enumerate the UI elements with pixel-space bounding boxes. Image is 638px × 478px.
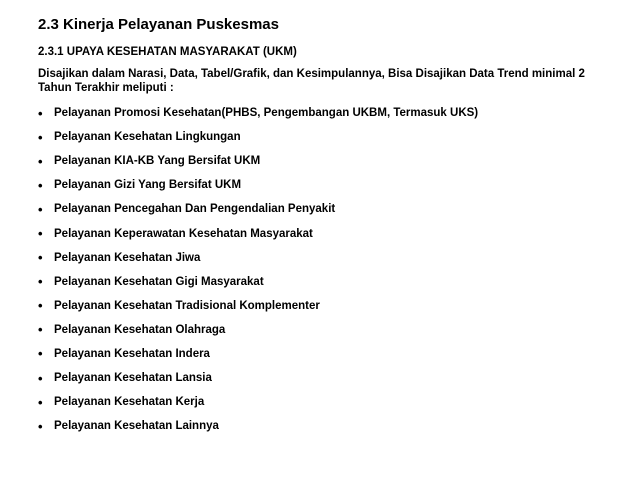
bullet-text: Pelayanan Keperawatan Kesehatan Masyarakat <box>54 227 313 240</box>
bullet-item <box>38 390 613 414</box>
bullet-text: Pelayanan Promosi Kesehatan(PHBS, Pengembangan UKBM, Termasuk UKS) <box>54 107 479 120</box>
bullet-list <box>38 101 613 438</box>
bullet-item <box>38 125 613 149</box>
bullet-dot-icon: • <box>38 394 43 410</box>
bullet-item <box>38 342 613 366</box>
bullet-item <box>38 366 613 390</box>
section-subtitle: 2.3.1 UPAYA KESEHATAN MASYARAKAT (UKM) <box>38 46 297 58</box>
bullet-dot-icon: • <box>38 226 43 242</box>
bullet-item <box>38 270 613 294</box>
bullet-text: Pelayanan Kesehatan Lansia <box>54 372 212 385</box>
bullet-text: Pelayanan Kesehatan Lainnya <box>54 420 219 433</box>
bullet-item <box>38 414 613 438</box>
bullet-item <box>38 246 613 270</box>
bullet-text: Pelayanan Kesehatan Kerja <box>54 396 205 409</box>
bullet-dot-icon: • <box>38 418 43 434</box>
slide-content <box>38 14 613 438</box>
bullet-dot-icon: • <box>38 298 43 314</box>
bullet-item <box>38 173 613 197</box>
bullet-item <box>38 294 613 318</box>
bullet-text: Pelayanan KIA-KB Yang Bersifat UKM <box>54 155 261 168</box>
bullet-dot-icon: • <box>38 250 43 266</box>
bullet-text: Pelayanan Pencegahan Dan Pengendalian Penyakit <box>54 203 336 216</box>
bullet-item <box>38 197 613 221</box>
bullet-text: Pelayanan Kesehatan Olahraga <box>54 323 226 336</box>
bullet-text: Pelayanan Kesehatan Tradisional Komplementer <box>54 299 320 312</box>
bullet-dot-icon: • <box>38 153 43 169</box>
bullet-dot-icon: • <box>38 201 43 217</box>
bullet-dot-icon: • <box>38 274 43 290</box>
intro-paragraph: Disajikan dalam Narasi, Data, Tabel/Grafik, dan Kesimpulannya, Bisa Disajikan Data Trend minimal 2 Tahun Terakhir meliputi : <box>38 68 585 94</box>
bullet-dot-icon: • <box>38 177 43 193</box>
bullet-text: Pelayanan Kesehatan Lingkungan <box>54 131 241 144</box>
bullet-dot-icon: • <box>38 322 43 338</box>
bullet-item <box>38 101 613 125</box>
slide-title: 2.3 Kinerja Pelayanan Puskesmas <box>38 16 279 33</box>
bullet-item <box>38 221 613 245</box>
bullet-dot-icon: • <box>38 105 43 121</box>
bullet-item <box>38 149 613 173</box>
bullet-text: Pelayanan Kesehatan Gigi Masyarakat <box>54 275 264 288</box>
bullet-text: Pelayanan Gizi Yang Bersifat UKM <box>54 179 242 192</box>
bullet-dot-icon: • <box>38 346 43 362</box>
bullet-text: Pelayanan Kesehatan Jiwa <box>54 251 201 264</box>
bullet-dot-icon: • <box>38 370 43 386</box>
bullet-text: Pelayanan Kesehatan Indera <box>54 347 210 360</box>
bullet-dot-icon: • <box>38 129 43 145</box>
bullet-item <box>38 318 613 342</box>
